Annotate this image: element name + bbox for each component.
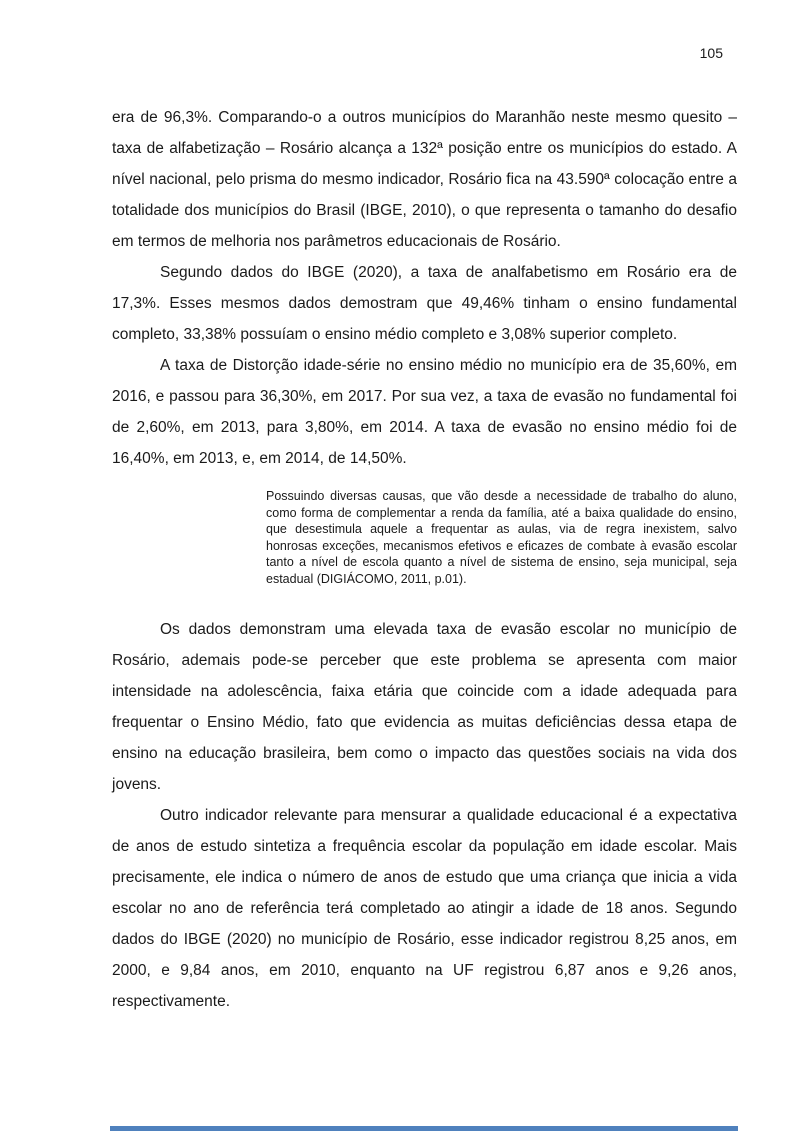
bottom-rule [110,1126,738,1131]
page-body [112,102,737,1017]
paragraph-analfabetismo: Segundo dados do IBGE (2020), a taxa de analfabetismo em Rosário era de 17,3%. Esses mesmos dados demostram que 49,46% tinham o ensino fundamental completo, 33,38% possuíam o ensino médio completo e 3,08% superior completo. [112,264,737,343]
paragraph-expectativa-anos-estudo: Outro indicador relevante para mensurar a qualidade educacional é a expectativa de anos de estudo sintetiza a frequência escolar da população em idade escolar. Mais precisamente, ele indica o número de anos de estudo que uma criança que inicia a vida escolar no ano de referência terá completado ao atingir a idade de 18 anos. Segundo dados do IBGE (2020) no município de Rosário, esse indicador registrou 8,25 anos, em 2000, e 9,84 anos, em 2010, enquanto na UF registrou 6,87 anos e 9,26 anos, respectivamente. [112,806,737,1010]
paragraph-alfabetizacao: era de 96,3%. Comparando-o a outros municípios do Maranhão neste mesmo quesito – taxa de alfabetização – Rosário alcança a 132ª posição entre os municípios do estado. A nível nacional, pelo prisma do mesmo indicador, Rosário fica na 43.590ª colocação entre a totalidade dos municípios do Brasil (IBGE, 2010), o que representa o tamanho do desafio em termos de melhoria nos parâmetros educacionais de Rosário. [112,109,737,250]
paragraph-evasao-escolar: Os dados demonstram uma elevada taxa de evasão escolar no município de Rosário, ademais pode-se perceber que este problema se apresenta com maior intensidade na adolescência, faixa etária que coincide com a idade adequada para frequentar o Ensino Médio, fato que evidencia as muitas deficiências dessa etapa de ensino na educação brasileira, bem como o impacto das questões sociais na vida dos jovens. [112,620,737,793]
blockquote-citation-digiacomo: Possuindo diversas causas, que vão desde a necessidade de trabalho do aluno, como forma de complementar a renda da família, até a baixa qualidade do ensino, que desestimula aquele a frequentar as aulas, via de regra inexistem, salvo honrosas exceções, mecanismos efetivos e eficazes de combate à evasão escolar tanto a nível de escola quanto a nível de sistema de ensino, seja municipal, seja estadual (DIGIÁCOMO, 2011, p.01). [266,489,737,586]
paragraph-distorcao-idade-serie: A taxa de Distorção idade-série no ensino médio no município era de 35,60%, em 2016, e passou para 36,30%, em 2017. Por sua vez, a taxa de evasão no fundamental foi de 2,60%, em 2013, para 3,80%, em 2014. A taxa de evasão no ensino médio foi de 16,40%, em 2013, e, em 2014, de 14,50%. [112,357,737,467]
page-number: 105 [699,45,723,61]
